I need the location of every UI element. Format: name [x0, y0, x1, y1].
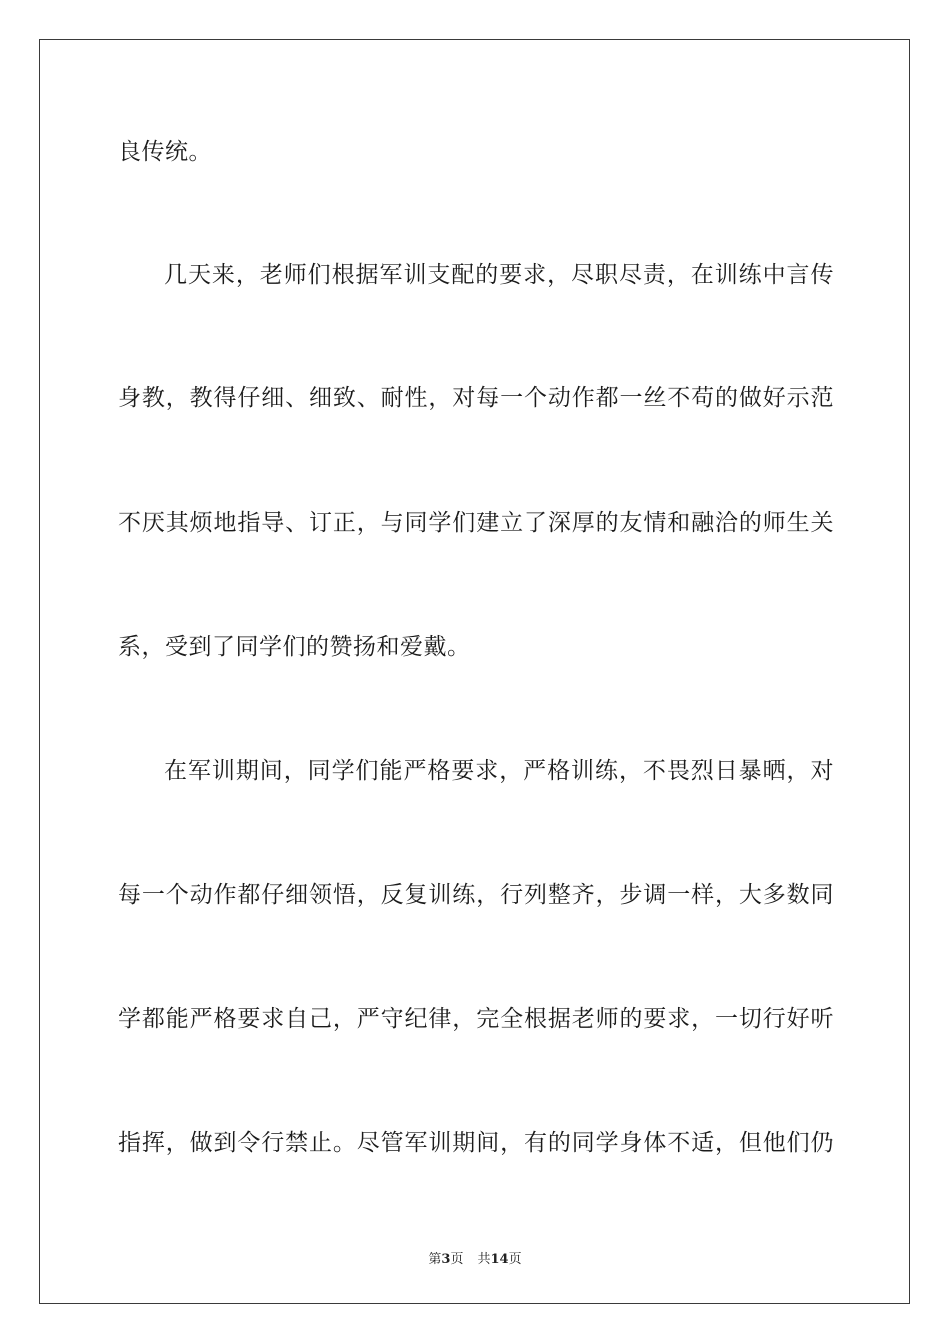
text-line-3: 身教，教得仔细、细致、耐性，对每一个动作都一丝不苟的做好示范 — [118, 385, 834, 411]
total-page-number: 14 — [490, 1252, 509, 1267]
text-line-7: 每一个动作都仔细领悟，反复训练，行列整齐，步调一样，大多数同 — [118, 882, 834, 908]
current-page-number: 3 — [441, 1252, 451, 1267]
text-line-1: 良传统。 — [118, 139, 212, 165]
page-suffix: 页 — [450, 1252, 464, 1267]
page-footer — [0, 1248, 950, 1267]
text-line-8: 学都能严格要求自己，严守纪律，完全根据老师的要求，一切行好听 — [118, 1006, 834, 1032]
text-line-9: 指挥，做到令行禁止。尽管军训期间，有的同学身体不适，但他们仍 — [118, 1130, 834, 1156]
text-line-4: 不厌其烦地指导、订正，与同学们建立了深厚的友情和融洽的师生关 — [118, 510, 834, 536]
total-suffix: 页 — [508, 1252, 522, 1267]
text-line-2: 几天来，老师们根据军训支配的要求，尽职尽责，在训练中言传 — [164, 262, 834, 288]
text-line-5: 系，受到了同学们的赞扬和爱戴。 — [118, 634, 471, 660]
text-line-6: 在军训期间，同学们能严格要求，严格训练，不畏烈日暴晒，对 — [164, 758, 834, 784]
page-prefix: 第 — [428, 1252, 442, 1267]
page-border — [39, 39, 910, 1304]
total-prefix: 共 — [477, 1252, 491, 1267]
